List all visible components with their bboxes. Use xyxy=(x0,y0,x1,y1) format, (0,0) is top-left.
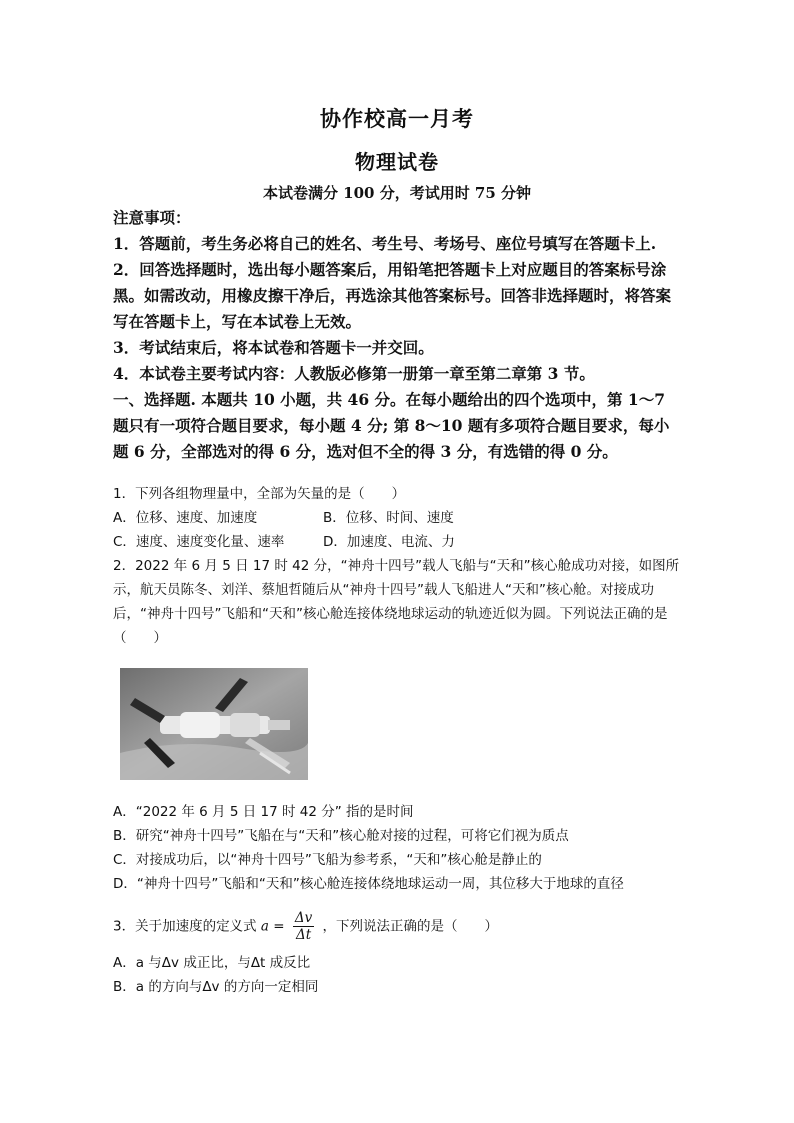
acceleration-formula xyxy=(293,910,314,943)
question-2 xyxy=(113,554,685,650)
question-3 xyxy=(113,910,685,999)
section-heading: 一、选择题. 本题共 10 小题，共 46 分。在每小题给出的四个选项中，第 1～7 题只有一项符合题目要求，每小题 4 分; 第 8～10 题有多项符合题目要求，每小题 6 分，全部选对的得 6 分，选对但不全的得 3 分，有选错的得 0 分。 xyxy=(113,390,670,461)
stem-before: 3．关于加速度的定义式 xyxy=(113,918,257,935)
question-stem xyxy=(113,910,685,943)
option-b: B．a 的方向与Δv 的方向一定相同 xyxy=(113,979,319,995)
notes-section xyxy=(113,205,683,465)
option-a: A．a 与Δv 成正比，与Δt 成反比 xyxy=(113,955,311,971)
stem-after: ，下列说法正确的是（ ） xyxy=(322,918,499,935)
subject-title: 物理试卷 xyxy=(355,150,439,174)
note-item: 3．考试结束后，将本试卷和答题卡一并交回。 xyxy=(113,338,434,357)
formula-denominator: Δt xyxy=(295,927,312,943)
notes-title: 注意事项： xyxy=(113,208,191,227)
school-title: 协作校高一月考 xyxy=(320,106,474,131)
formula-lhs: a xyxy=(260,918,269,935)
option-d: D．“神舟十四号”飞船和“天和”核心舱连接体绕地球运动一周，其位移大于地球的直径 xyxy=(113,876,624,892)
note-item: 4．本试卷主要考试内容：人教版必修第一册第一章至第二章第 3 节。 xyxy=(113,364,595,383)
question-stem: 1．下列各组物理量中，全部为矢量的是（ ） xyxy=(113,486,406,502)
option-a: A．位移、速度、加速度 xyxy=(113,510,258,526)
formula-equals: = xyxy=(273,918,285,935)
exam-info: 本试卷满分 100 分，考试用时 75 分钟 xyxy=(262,184,532,202)
option-a: A．“2022 年 6 月 5 日 17 时 42 分” 指的是时间 xyxy=(113,804,414,820)
question-stem: 2．2022 年 6 月 5 日 17 时 42 分，“神舟十四号”载人飞船与“天和”核心舱成功对接，如图所示，航天员陈冬、刘洋、蔡旭哲随后从“神舟十四号”载人飞船进人“天和”核心舱。对接成功后，“神舟十四号”飞船和“天和”核心舱连接体绕地球运动的轨迹近似为圆。下列说法正确的是（ ） xyxy=(113,558,680,646)
note-item: 2．回答选择题时，选出每小题答案后，用铅笔把答题卡上对应题目的答案标号涂黑。如需改动，用橡皮擦干净后，再选涂其他答案标号。回答非选择题时，将答案写在答题卡上，写在本试卷上无效。 xyxy=(113,260,672,331)
question-2-options xyxy=(113,800,685,896)
option-d: D．加速度、电流、力 xyxy=(323,534,455,550)
formula-numerator: Δv xyxy=(294,910,313,926)
spacecraft-photo xyxy=(120,668,308,780)
option-c: C．对接成功后，以“神舟十四号”飞船为参考系，“天和”核心舱是静止的 xyxy=(113,852,542,868)
question-1 xyxy=(113,482,685,554)
note-item: 1．答题前，考生务必将自己的姓名、考生号、考场号、座位号填写在答题卡上. xyxy=(113,234,657,253)
option-c: C．速度、速度变化量、速率 xyxy=(113,534,285,550)
option-b: B．研究“神舟十四号”飞船在与“天和”核心舱对接的过程，可将它们视为质点 xyxy=(113,828,569,844)
option-b: B．位移、时间、速度 xyxy=(323,510,454,526)
